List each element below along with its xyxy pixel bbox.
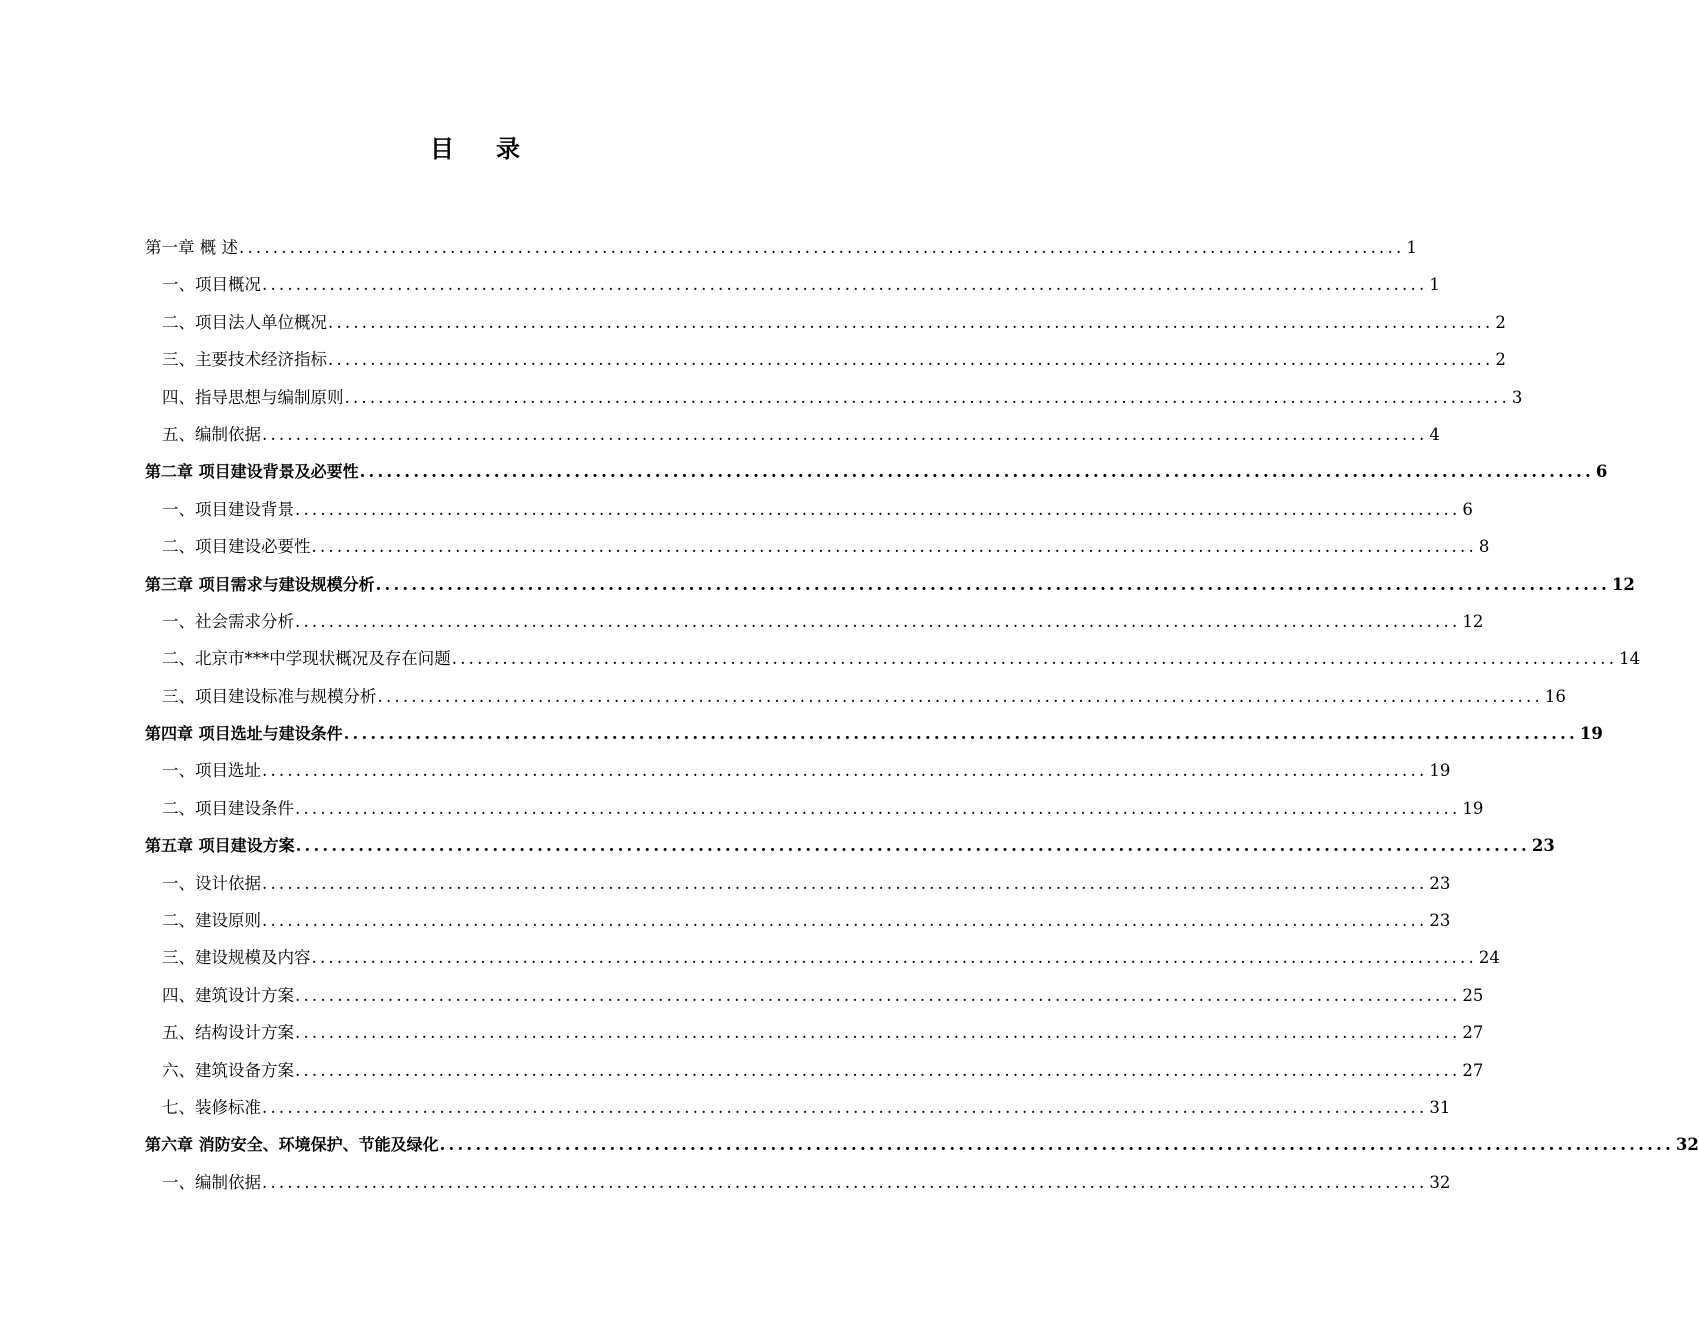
toc-dot-leader: .......................................................................................................................................... (262, 1097, 1428, 1117)
toc-page-number: 4 (1429, 424, 1440, 444)
toc-dot-leader: .......................................................................................................................................... (262, 873, 1428, 893)
toc-entry-title: 一、设计依据 (162, 873, 261, 893)
toc-dot-leader: .......................................................................................................................................... (328, 312, 1494, 332)
toc-entry-title: 一、编制依据 (162, 1172, 261, 1192)
toc-section-entry[interactable] (145, 939, 1500, 976)
toc-page-number: 3 (1511, 387, 1523, 407)
toc-page-number: 8 (1478, 537, 1490, 557)
toc-section-entry[interactable] (145, 1164, 1451, 1201)
toc-dot-leader: .......................................................................................................................................... (359, 462, 1594, 482)
toc-section-entry[interactable] (145, 977, 1484, 1014)
toc-dot-leader: .......................................................................................................................................... (439, 1135, 1674, 1155)
toc-dot-leader: .......................................................................................................................................... (262, 275, 1428, 295)
toc-dot-leader: .......................................................................................................................................... (262, 1172, 1428, 1192)
toc-dot-leader: .......................................................................................................................................... (451, 649, 1618, 669)
toc-section-entry[interactable] (145, 341, 1506, 378)
table-of-contents (145, 229, 1699, 1201)
toc-chapter-entry[interactable] (145, 229, 1417, 266)
toc-entry-title: 二、项目建设条件 (162, 798, 294, 818)
toc-page-number: 27 (1462, 1060, 1484, 1080)
page-title: 目录 (430, 135, 562, 163)
toc-page-number: 2 (1495, 312, 1506, 332)
toc-section-entry[interactable] (145, 1014, 1484, 1051)
toc-entry-title: 一、项目选址 (162, 761, 261, 781)
toc-dot-leader: .......................................................................................................................................... (311, 537, 1477, 557)
toc-dot-leader: .......................................................................................................................................... (328, 350, 1494, 370)
toc-section-entry[interactable] (145, 865, 1451, 902)
toc-page-number: 2 (1495, 350, 1506, 370)
toc-page-number: 32 (1429, 1172, 1451, 1192)
toc-dot-leader: .......................................................................................................................................... (262, 911, 1428, 931)
toc-page-number: 25 (1462, 985, 1484, 1005)
toc-page-number: 23 (1531, 836, 1555, 856)
toc-chapter-entry[interactable] (145, 566, 1635, 603)
toc-section-entry[interactable] (145, 790, 1484, 827)
toc-section-entry[interactable] (145, 1052, 1484, 1089)
toc-page-number: 23 (1429, 911, 1451, 931)
toc-page-number: 19 (1462, 798, 1484, 818)
toc-page-number: 23 (1429, 873, 1451, 893)
toc-dot-leader: .......................................................................................................................................... (262, 424, 1428, 444)
toc-entry-title: 第五章 项目建设方案 (145, 836, 295, 856)
toc-section-entry[interactable] (145, 603, 1484, 640)
toc-page-number: 12 (1611, 574, 1635, 594)
toc-dot-leader: .......................................................................................................................................... (311, 948, 1477, 968)
toc-page-number: 12 (1462, 611, 1484, 631)
toc-dot-leader: .......................................................................................................................................... (375, 574, 1610, 594)
toc-section-entry[interactable] (145, 640, 1641, 677)
toc-entry-title: 三、建设规模及内容 (162, 948, 311, 968)
toc-entry-title: 第四章 项目选址与建设条件 (145, 724, 343, 744)
toc-entry-title: 二、项目法人单位概况 (162, 312, 327, 332)
toc-page-number: 6 (1462, 499, 1473, 519)
toc-entry-title: 二、项目建设必要性 (162, 537, 311, 557)
toc-page-number: 14 (1619, 649, 1641, 669)
toc-entry-title: 一、项目概况 (162, 275, 261, 295)
toc-dot-leader: .......................................................................................................................................... (262, 761, 1428, 781)
toc-chapter-entry[interactable] (145, 715, 1603, 752)
toc-section-entry[interactable] (145, 902, 1451, 939)
toc-entry-title: 三、主要技术经济指标 (162, 350, 327, 370)
toc-section-entry[interactable] (145, 1089, 1451, 1126)
toc-page-number: 1 (1406, 238, 1417, 257)
toc-section-entry[interactable] (145, 491, 1473, 528)
toc-entry-title: 第六章 消防安全、环境保护、节能及绿化 (145, 1135, 439, 1155)
toc-dot-leader: .......................................................................................................................................... (344, 387, 1510, 407)
toc-entry-title: 第二章 项目建设背景及必要性 (145, 462, 359, 482)
toc-entry-title: 五、结构设计方案 (162, 1023, 294, 1043)
toc-page-number: 6 (1595, 462, 1608, 482)
toc-entry-title: 一、项目建设背景 (162, 499, 294, 519)
toc-page-number: 32 (1675, 1135, 1699, 1155)
toc-dot-leader: .......................................................................................................................................... (295, 1060, 1461, 1080)
toc-entry-title: 四、指导思想与编制原则 (162, 387, 344, 407)
toc-dot-leader: .......................................................................................................................................... (295, 798, 1461, 818)
toc-section-entry[interactable] (145, 266, 1440, 303)
toc-section-entry[interactable] (145, 528, 1490, 565)
toc-dot-leader: .......................................................................................................................................... (343, 724, 1578, 744)
toc-page-number: 19 (1579, 724, 1603, 744)
toc-page-number: 16 (1544, 686, 1566, 706)
toc-entry-title: 二、北京市***中学现状概况及存在问题 (162, 649, 451, 669)
toc-entry-title: 一、社会需求分析 (162, 611, 294, 631)
toc-dot-leader: .......................................................................................................................................... (295, 1023, 1461, 1043)
toc-dot-leader: .......................................................................................................................................... (295, 499, 1461, 519)
toc-entry-title: 六、建筑设备方案 (162, 1060, 294, 1080)
toc-page-number: 27 (1462, 1023, 1484, 1043)
toc-dot-leader: .......................................................................................................................................... (295, 836, 1530, 856)
toc-dot-leader: .......................................................................................................................................... (295, 611, 1461, 631)
toc-section-entry[interactable] (145, 678, 1566, 715)
toc-entry-title: 四、建筑设计方案 (162, 985, 294, 1005)
toc-entry-title: 七、装修标准 (162, 1097, 261, 1117)
toc-page-number: 24 (1478, 948, 1500, 968)
toc-entry-title: 第一章 概 述 (145, 238, 238, 257)
toc-section-entry[interactable] (145, 752, 1451, 789)
toc-entry-title: 五、编制依据 (162, 424, 261, 444)
toc-section-entry[interactable] (145, 304, 1506, 341)
toc-page-number: 1 (1429, 275, 1440, 295)
toc-page-number: 19 (1429, 761, 1451, 781)
toc-chapter-entry[interactable] (145, 1126, 1699, 1163)
toc-entry-title: 三、项目建设标准与规模分析 (162, 686, 377, 706)
toc-entry-title: 二、建设原则 (162, 911, 261, 931)
toc-dot-leader: .......................................................................................................................................... (377, 686, 1543, 706)
toc-section-entry[interactable] (145, 416, 1440, 453)
toc-dot-leader: .......................................................................................................................................... (239, 238, 1405, 257)
toc-dot-leader: .......................................................................................................................................... (295, 985, 1461, 1005)
toc-entry-title: 第三章 项目需求与建设规模分析 (145, 574, 375, 594)
toc-chapter-entry[interactable] (145, 453, 1608, 490)
toc-chapter-entry[interactable] (145, 827, 1555, 864)
toc-page-number: 31 (1429, 1097, 1451, 1117)
toc-section-entry[interactable] (145, 379, 1523, 416)
